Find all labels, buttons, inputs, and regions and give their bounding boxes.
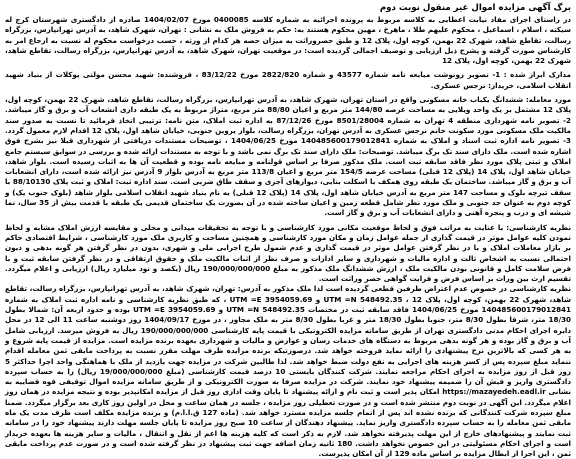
documents-paragraph: مدارک ابراز شده : 1- تصویر رونوشت مبایعه نامه شماره 43577 و شماره 2822/820 مورخ 83/12/22 ، فروشنده: شهید محسن مولتی پوکلات از بنیاد شهید انقلاب اسلامی، خریدار: نرجس عسکری. [5,70,571,90]
notice-title: برگ آگهی مزایده اموال غیر منقول نوبت دوم [379,3,571,13]
expert-opinion-paragraph: نظریه کارشناسی: با عنایت به مراتب فوق و لحاظ موقعیت مکانی مورد کارشناسی و با توجه به تحقیقات میدانی و محلی و مقایسه ارزش املاک مشابه و لحاظ نمودن کلیه عوامل موثر در قیمت گذاری از جمله عوامل زمان و مکان مورد کارشناسی و همچنین مساحت و کاربری ملک مورد کارشناسی ، شرایط اقتصادی حاکم بر بازار معاملات املاک و با در نظر گرفتن عوامل موثر در قیمت گذاری و عدم شمول طرح اجرایی ملی و شهری، بدون در نظر گرفتن هر گونه بدهی و دیون احتمالی نسبت به اشخاص ثالث و اداره مالیات و شهرداری و سایر ادارات و صرف نظر از اثبات مالکیت ملک و حقوق ارتفاقی و در نظر گرفتن سابقه ثبت و با فرض سلامت کامل و قانونی بودن مالکیت ملک ، ارزش ششدانگ ملک مذکور به مبلغ 190/000/000/000 ریال (یکصد و نود میلیارد ریال) ارزیابی و اعلام میگردد. تقسیم ارث بین وراث بر اساس فرض و قرابت گواهی حصر وراثت است. [5,222,571,284]
intro-paragraph: در راستای اجرای مفاد نیابت اعطایی به کلاسه مربوط به پرونده اجرائیه به شماره کلاسه 0400085 مورخ 1404/02/07 صادره از دادگستری شهرستان کرج له سیکته ، اسلام ، اسماعیل ، محکوم علیهم طلا ، ماهرخ ، مهین محکوم هستند به: حکم به فروش ملک به نشانی : تهران، شهرک شاهد، به آدرس تهرانپارس، بزرگراه رسالت، تقاطع شاهد، شهرک 22 بهمن، کوچه اول، پلاک 12 و طبق حصروراثت به میزان حصه هر کدام از ورثه ، حسب درخواست محکوم له نسبت به ارجاع امر به کارشناس صورت گرفته و پشرح ذیل ارزیابی و توصیف اجمالی گردیده است: در موقعیت تهران، شهرک شاهد، به آدرس تهرانپارس، بزرگراه رسالت، تقاطع شاهد، شهرک 22 بهمن، کوچه اول، پلاک 12 [5,15,571,66]
property-description-paragraph: مورد معامله: ششدانگ یکباب خانه مسکونی واقع در استان تهران، شهرک شاهد، به آدرس تهرانپارس، بزرگراه رسالت، تقاطع شاهد، شهرک 22 بهمن، کوچه اول، پلاک 12 مشتمل بر یک واحد ویلایی به مساحت عرصه 144/80 متر مربع و اعیان 88/80 متر مربع، متراژ مربوط به یک طبقه داری انشعاب آب و برق و گاز میباشد. 2- تصویر نامه شهرداری منطقه 4 تهران به شماره 8501/28004 مورخ 87/12/26 به اداره ثبت املاک، متن نامه: ترتیبی اتخاذ فرمائید تا نسبت به صدور سند مالکیت ملک مسکونی مورد سکونت خانم نرجس عسکری به آدرس تهران، بزرگراه رسالت، بلوار پروین جنوبی، خیابان شاهد اول، پلاک 12 اقدام لازم معمول گردد. 3- تصویر نامه اداره ثبت اسناد و املاک به شماره 140485600179012841 مورخ 1404/06/25 ، توضیحات مستندات دریافتی از شهرداری قبلا نیز بشرح فوق اشاره شده است. ملک دارای سند تک برگ میباشد. توضیحات: ملک دارای سند تک برگ نمی باشد و با توجه به مستندات ارائه شده و بررسی در سوابق سیستم جامع املاک و ثبتی پلاک مورد نظر فاقد سابقه ثبت است. ملک مذکور صرفا بر اساس قولنامه و مبایعه نامه بوده و قطعیت آن ها به اثبات رسیده است. بلوار شاهد، خیابان شاهد اول، پلاک 14 (پلاک 12 قبلی) مساحت عرصه 154/5 متر مربع و اعیان 113/8 متر مربع به آدرس بلوار 9 آدرس نیز ارائه شده است، دارای انشعابات آب و برق و گاز میباشد. ساختمان یک طبقه روی همکف با اسکلت بنایی، دیوارهای آجری و سقف طاق ضربی است. سند اداره ثبت: املاک و ثبت پلاک 88/10130 با سقف تیرچه بلوک و مساحت 147 متر مربع به آدرس خیابان شاهد اول، پلاک 14 (پلاک 12 قبلی) به نام بنیاد شهید انقلاب اسلامی بلوار شاهد (بلوک جنوب یک) و کوچه دوم به عنوان حد جنوبی و ملک مورد نظر شامل قطعه زمین و اعیان ساخته شده در آن بصورت یک ساختمان قدیمی یک طبقه با قدمت بیش از 35 سال، نما شیشه ای و درب و پنجره آهنی و دارای انشعابات آب و برق و گاز است. [5,95,572,218]
auction-terms-paragraph: نظریه کارشناسی در خصوص عدم اعتراض طرفین قطعی گردیده است لذا ملک مذکور به آدرس: تهران، شهرک شاهد، به آدرس تهرانپارس، بزرگراه رسالت، تقاطع شاهد، شهرک 22 بهمن، کوچه اول، پلاک 12 ، 548492.35 UTM =N و 3954059.69 UTM =E ، که طبق نظریه کارشناسی و نامه اداره ثبت املاک به شماره 140485600179012841 مورخ 1404/06/25 فاقد سابقه ثبت در مختصات 548492.35 UTM =N و 3954059.69 UTM =E بوده و حدود اربعه آن: شمالا بطول 18/30 متر، شرقا بطول 8/30 متر، جنوبا بطول 18/30 متر و غربا بطول 8/30 متر به ملک مجاور ، در مورخ 1404/09/17 روز دوشنبه ساعت 11 الی 12 در محل دایره اجرای احکام مدنی دادگستری تهران از طریق سامانه مزایده الکترونیکی با قیمت پایه کارشناسی 190/000/000/000 ریال به فروش میرسد. ارزیابی شامل آب و برق و گاز بوده و هر گونه بدهی مربوط به دستگاه های خدمات رسان و عوارض و مالیات و شهرداری بعهده برنده مزایده است. مزایده از قیمت پایه شروع و به هر کسی که بالاترین نرخ پیشنهادی را ارائه نماید فروخته خواهد شد. درصورتیکه برنده مزایده ظرف مهلت مقرر نسبت به پرداخت مابقی ثمن معامله اقدام ننماید مبلغ سپرده پس از کسر هزینه های اجرایی به نفع دولت ضبط خواهد شد. لذا طالبین شرکت در مزایده جهت بازدید از ملک با هماهنگی واحد اجرا حداکثر 5 روز قبل از روز مزایده به اجرای احکام مراجعه نمایند. شرکت کنندگان بایستی 10 درصد قیمت کارشناسی (مبلغ 19/000/000/000 ریال) را به حساب سپرده دادگستری واریز و فیش آن را ضمیمه پیشنهاد خود نمایند. شرکت در مزایده صرفا به صورت الکترونیکی و از طریق سامانه مزایده اموال توقیفی قوه قضاییه به نشانی https://mazayedeh.eadl.ir امکان پذیر است و ثبت نام و ارائه پیشنهاد تا پایان وقت اداری روز قبل از مزایده امکانپذیر بوده و نتیجه مزایده در همان روز اعلام میگردد. این آگهی در نوبت دوم منتشر شده است و در صورت تعطیلی روز مزایده ، جلسه در همان ساعت و محل در اولین روز کاری بعد برگزار میگردد. ضمنا مبلغ سپرده شرکت کنندگانی که برنده نشده اند پس از اتمام جلسه مزایده مسترد خواهد شد. (ماده 127 ق.ا.ا.م) و برنده مزایده مکلف است ظرف مدت یک ماه مابقی ثمن معامله را به حساب سپرده دادگستری واریز نماید. پیشنهاد دهندگان از ساعت 10 صبح روز مزایده تا پایان جلسه مهلت دارند پیشنهاد خود را در سامانه ثبت نمایند و پیشنهادهای خارج از این مهلت پذیرفته نخواهد شد. لازم به ذکر است که کلیه هزینه ها اعم از نقل و انتقال ، مالیات و سایر هزینه ها بعهده خریدار است و اجرای احکام مسئولیتی در این خصوص نخواهد داشت. 180 ثانیه زمان اضافه جهت ثبت پیشنهاد در نظر گرفته شده است و در صورت عدم پرداخت مابقی ثمن ، این اجرا از ابطال مزایده بر اساس ماده 129 از آن امکان پذیرست. [5,284,572,459]
